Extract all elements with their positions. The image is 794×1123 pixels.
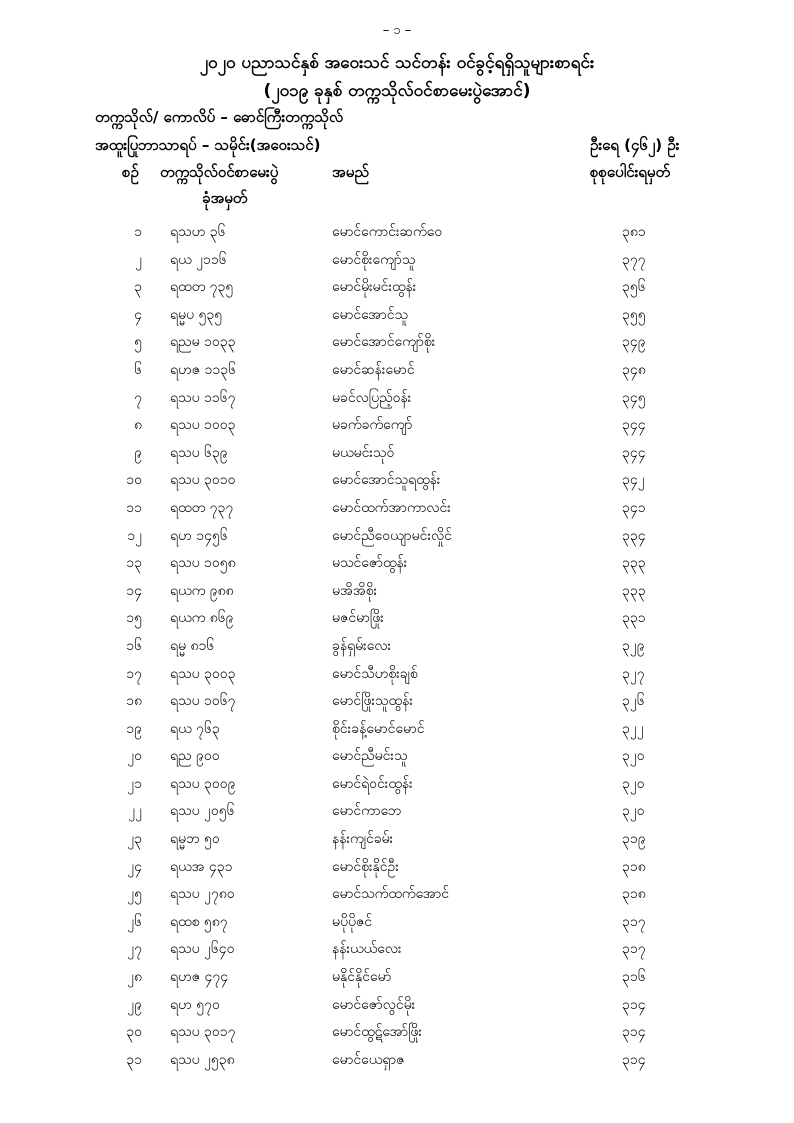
total-marks: ၃၄၄ [622, 444, 646, 461]
roll-number: ရသပ ၃၀၀၃ [170, 665, 236, 682]
roll-number: ရသပ ၂၇၈၀ [170, 886, 235, 903]
student-name: မောင်ညီမင်းသူ [332, 748, 408, 765]
roll-number: ရယ ၂၁၁၆ [170, 251, 227, 268]
student-name: မသင်ဇော်ထွန်း [332, 555, 408, 572]
table-row [0, 470, 794, 498]
row-number: ၂၂ [128, 803, 142, 820]
total-marks: ၃၁၆ [622, 969, 646, 986]
student-name: မောင်ရဲဝင်းထွန်း [332, 775, 413, 792]
row-number: ၂၈ [127, 969, 142, 986]
row-number: ၁၇ [126, 665, 142, 682]
row-number: ၂၃ [127, 831, 142, 848]
table-row [0, 691, 794, 719]
total-marks: ၃၁၄ [622, 996, 646, 1013]
total-marks: ၃၄၉ [622, 334, 646, 351]
table-row [0, 967, 794, 995]
column-header-name: အမည် [332, 163, 369, 181]
table-row [0, 774, 794, 802]
row-number: ၁၄ [126, 582, 142, 599]
row-number: ၂၀ [127, 748, 142, 765]
roll-number: ရယက ၈၆၉ [170, 610, 234, 627]
student-name: မောင်ယေရှာဇ [332, 1051, 405, 1068]
total-marks: ၃၄၁ [622, 499, 646, 516]
roll-number: ရသပ ၂၆၄၀ [170, 941, 235, 958]
total-marks: ၃၃၄ [622, 527, 646, 544]
total-marks: ၃၇၇ [622, 251, 646, 268]
university-line: တက္ကသိုလ်/ ကောလိပ် – ဓောင်ကြီးတက္ကသိုလ် [95, 108, 344, 126]
student-name: မပိုပိုဇင် [332, 913, 373, 930]
table-row [0, 746, 794, 774]
student-name: မောင်သက်ထက်အောင် [332, 886, 450, 903]
table-row [0, 332, 794, 360]
row-number: ၂၉ [127, 996, 142, 1013]
total-marks: ၃၁၇ [622, 941, 646, 958]
roll-number: ရမ္မဘ ၅၀ [170, 831, 220, 848]
column-header-no: စဉ် [122, 163, 139, 181]
row-number: ၉ [134, 444, 142, 461]
student-name: မခက်ခက်ကျော် [332, 417, 413, 434]
roll-number: ရညမ ၁၀၃၃ [170, 334, 236, 351]
roll-number: ရသဟ ၃၆ [170, 224, 226, 240]
student-name: မောင်ထွဋ်အော်ဖြိုး [332, 1024, 422, 1041]
row-number: ၆ [134, 361, 142, 378]
roll-number: ရသပ ၃၀၁၇ [170, 1024, 236, 1041]
roll-number: ရထတ ၇၃၇ [170, 499, 234, 516]
row-number: ၂၇ [127, 941, 142, 958]
student-name: ခွန်ရှမ်းလေး [332, 637, 391, 654]
row-number: ၁၁ [126, 499, 142, 516]
total-marks: ၃၅၆ [622, 279, 646, 296]
total-marks: ၃၁၈ [622, 886, 646, 903]
row-number: ၂၅ [127, 886, 142, 903]
student-name: မောင်ကာဘေ [332, 803, 402, 820]
total-marks: ၃၃၃ [622, 555, 646, 572]
row-number: ၁၃ [126, 555, 142, 572]
row-number: ၇ [134, 389, 142, 406]
table-row [0, 277, 794, 305]
student-name: နန်းကျင်ခမ်း [332, 831, 394, 848]
roll-number: ရသပ ၁၀၅၈ [170, 555, 236, 572]
roll-number: ရသပ ၃၀၀၉ [170, 775, 236, 792]
total-marks: ၃၂၀ [622, 775, 645, 792]
roll-number: ရသပ ၃၀၁၀ [170, 472, 236, 489]
column-header-roll: တက္ကသိုလ်ဝင်စာမေးပွဲ [160, 163, 279, 181]
student-name: နန်းယယ်လေး [332, 941, 402, 958]
total-marks: ၃၂၉ [622, 637, 645, 654]
student-name: မောင်ဇော်လွင်မိုး [332, 996, 416, 1013]
roll-number: ရဟ ၅၇၀ [170, 996, 220, 1013]
roll-number: ရဟ ၁၄၅၆ [170, 527, 228, 544]
student-name: စိုင်းခန့်မောင်မောင် [332, 720, 425, 737]
roll-number: ရဟဇ ၄၇၄ [170, 969, 229, 986]
roll-number: ရသပ ၁၀၀၃ [170, 417, 236, 434]
table-row [0, 719, 794, 747]
row-number: ၃၀ [126, 1024, 142, 1041]
roll-number: ရသပ ၂၅၃၈ [170, 1051, 235, 1068]
table-row [0, 553, 794, 581]
page-number: – ၁ – [382, 23, 412, 38]
table-row [0, 608, 794, 636]
row-number: ၅ [134, 334, 142, 351]
roll-number: ရမ္မပ ၅၃၅ [170, 306, 223, 323]
student-name: မအိအိစိုး [332, 582, 378, 599]
table-row [0, 443, 794, 471]
row-number: ၃ [134, 279, 142, 296]
row-number: ၂၁ [127, 775, 142, 792]
student-name: မောင်ထက်အာကာလင်း [332, 499, 451, 516]
roll-number: ရယက ၉၈၈ [170, 582, 234, 599]
total-marks: ၃၂၆ [622, 693, 645, 710]
total-marks: ၃၈၁ [622, 224, 646, 240]
student-name: မောင်မိုးမင်းထွန်း [332, 279, 417, 296]
table-row [0, 1022, 794, 1050]
table-row [0, 829, 794, 857]
table-row [0, 912, 794, 940]
table-row [0, 222, 794, 250]
total-marks: ၃၄၄ [622, 417, 646, 434]
student-name: မခင်လပြည့်ဝန်း [332, 389, 412, 406]
total-marks: ၃၁၄ [622, 1024, 646, 1041]
table-row [0, 305, 794, 333]
student-name: မောင်ကောင်းဆက်ဝေ [332, 224, 443, 240]
table-row [0, 801, 794, 829]
roll-number: ရသပ ၁၀၆၇ [170, 693, 236, 710]
table-row [0, 995, 794, 1023]
roll-number: ရထစ ၅၈၇ [170, 913, 228, 930]
column-header-marks: စုစုပေါင်းရမှတ် [590, 163, 671, 181]
student-name: မဇင်မာဖြိုး [332, 610, 384, 627]
total-marks: ၃၄၂ [622, 472, 645, 489]
student-name: မောင်သီဟစိုးချစ် [332, 665, 418, 682]
row-number: ၃၁ [126, 1051, 142, 1068]
table-row [0, 526, 794, 554]
roll-number: ရမ္မ ၈၁၆ [170, 637, 215, 654]
student-count: ဦးရေ (၄၆၂) ဦး [590, 136, 680, 154]
table-row [0, 360, 794, 388]
student-name: မောင်အောင်သူရထွန်း [332, 472, 441, 489]
row-number: ၁၈ [126, 693, 142, 710]
table-row [0, 857, 794, 885]
total-marks: ၃၂၇ [622, 665, 645, 682]
student-name: မောင်ညီဝေယျာမင်းလှိုင် [332, 527, 452, 544]
roll-number: ရယ ၇၆၃ [170, 720, 220, 737]
row-number: ၁ [134, 224, 142, 240]
table-row [0, 636, 794, 664]
student-name: မနိုင်နိုင်မော် [332, 969, 392, 986]
student-name: မောင်ဖြိုးသူထွန်း [332, 693, 413, 710]
roll-number: ရသပ ၁၁၆၇ [170, 389, 236, 406]
row-number: ၁၅ [126, 610, 142, 627]
student-name: မောင်အောင်သူ [332, 306, 409, 323]
table-row [0, 1050, 794, 1078]
table-row [0, 415, 794, 443]
total-marks: ၃၅၅ [622, 306, 646, 323]
total-marks: ၃၂၀ [622, 803, 645, 820]
document-subtitle: (၂၀၁၉ ခုနှစ် တက္ကသိုလ်ဝင်စာမေးပွဲအောင်) [263, 81, 531, 101]
total-marks: ၃၁၈ [622, 858, 646, 875]
student-name: မယမင်းသုဝ် [332, 444, 395, 461]
total-marks: ၃၁၉ [622, 831, 646, 848]
total-marks: ၃၂၂ [622, 720, 644, 737]
document-title: ၂၀၂၀ ပညာသင်နှစ် အဝေးသင် သင်တန်း ဝင်ခွင့်ရရှိသူများစာရင်း [199, 53, 595, 73]
table-row [0, 388, 794, 416]
roll-number: ရယအ ၄၃၁ [170, 858, 233, 875]
table-row [0, 498, 794, 526]
total-marks: ၃၁၇ [622, 913, 646, 930]
student-list [0, 222, 794, 1077]
row-number: ၂၄ [127, 858, 142, 875]
row-number: ၂ [135, 251, 142, 268]
table-row [0, 939, 794, 967]
column-header-roll-line2: ခုံအမှတ် [202, 189, 248, 207]
student-name: မောင်စိုးနိုင်ဦး [332, 858, 399, 875]
total-marks: ၃၃၁ [622, 610, 646, 627]
row-number: ၄ [134, 306, 142, 323]
total-marks: ၃၁၄ [622, 1051, 646, 1068]
major-line: အထူးပြုဘာသာရပ် – သမိုင်း(အဝေးသင်) [95, 136, 321, 154]
student-name: မောင်ဆန်းမောင် [332, 361, 415, 378]
row-number: ၂၆ [127, 913, 142, 930]
row-number: ၁၆ [126, 637, 142, 654]
student-name: မောင်အောင်ကျော်စိုး [332, 334, 436, 351]
total-marks: ၃၃၃ [622, 582, 646, 599]
total-marks: ၃၄၈ [622, 361, 646, 378]
student-name: မောင်စိုးကျော်သူ [332, 251, 416, 268]
total-marks: ၃၂၀ [622, 748, 645, 765]
roll-number: ရသပ ၂၀၅၆ [170, 803, 235, 820]
roll-number: ရည ၉၀၀ [170, 748, 220, 765]
total-marks: ၃၄၅ [622, 389, 646, 406]
row-number: ၈ [134, 417, 142, 434]
roll-number: ရသပ ၆၃၉ [170, 444, 228, 461]
table-row [0, 884, 794, 912]
table-row [0, 581, 794, 609]
roll-number: ရဟဇ ၁၁၃၆ [170, 361, 237, 378]
table-row [0, 664, 794, 692]
roll-number: ရထတ ၇၃၅ [170, 279, 234, 296]
row-number: ၁၉ [126, 720, 142, 737]
row-number: ၁၂ [127, 527, 142, 544]
row-number: ၁၀ [126, 472, 142, 489]
table-row [0, 250, 794, 278]
